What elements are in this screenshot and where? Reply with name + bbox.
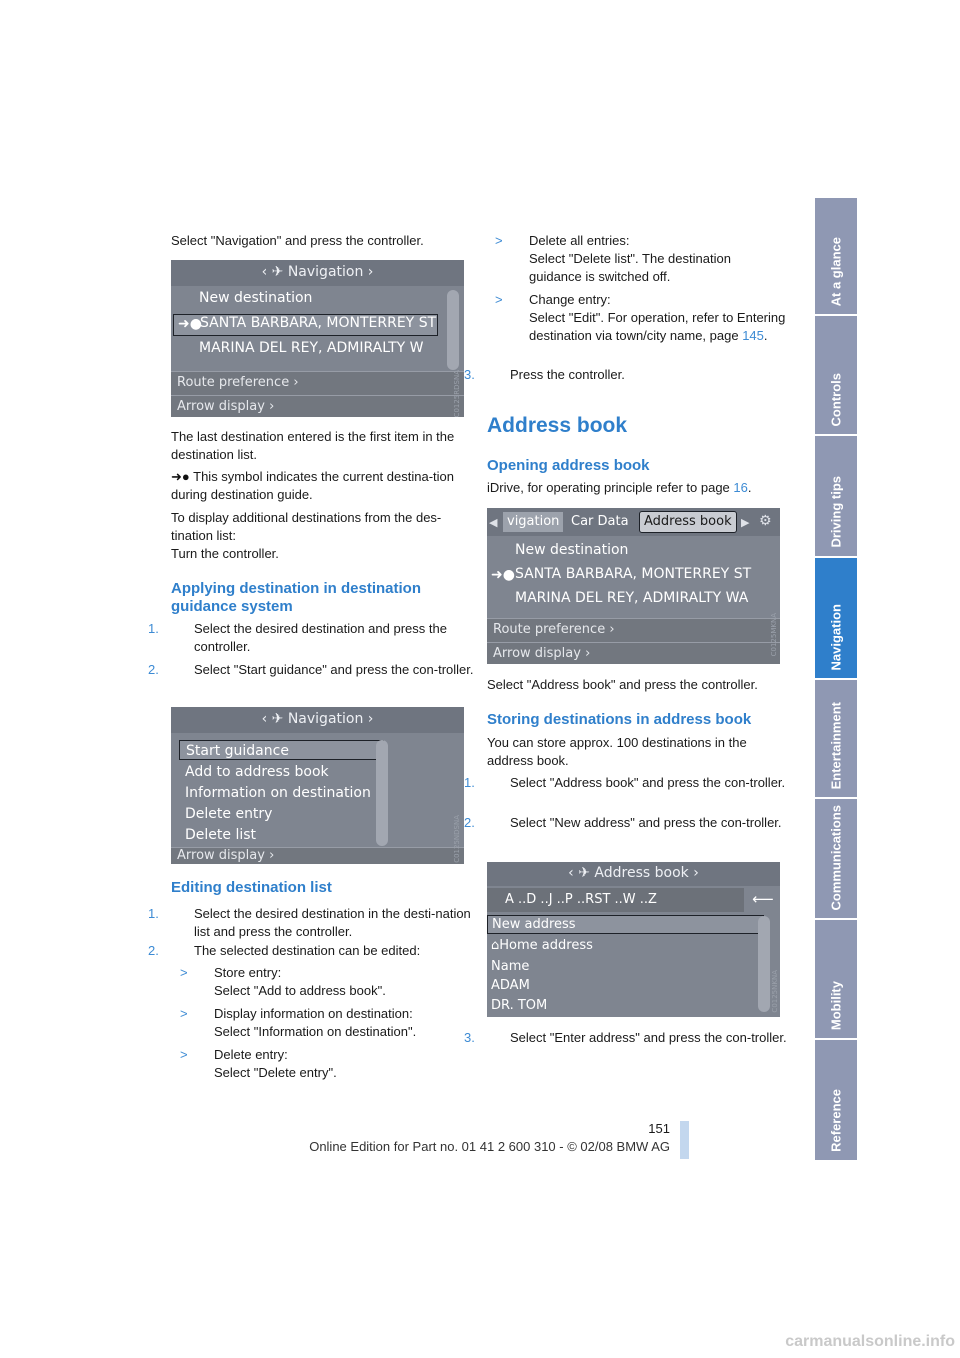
arrow-right-icon[interactable]: ▶	[741, 516, 750, 529]
bullet-marker: >	[180, 1006, 188, 1021]
figure-id: C0125NDSNA	[453, 815, 461, 863]
step-item	[148, 620, 474, 656]
navigation-options-screen	[171, 707, 464, 864]
screen-title: ‹ ✈ Address book ›	[568, 865, 699, 881]
step-text: Select "New address" and press the con-troller.	[510, 815, 782, 830]
heading-opening-address-book: Opening address book	[487, 457, 650, 474]
tab-label: Controls	[828, 372, 844, 426]
menu-entry-adam[interactable]: ADAM	[491, 978, 530, 993]
step-number: 2.	[148, 943, 159, 958]
page-marker	[680, 1121, 689, 1159]
step-number: 1.	[148, 621, 159, 636]
bullet-text: Select "Delete list". The destination guidance is switched off.	[529, 251, 731, 284]
page-number: 151	[648, 1121, 670, 1136]
menu-arrow-display[interactable]: Arrow display ›	[487, 642, 780, 664]
step-number: 3.	[464, 367, 475, 382]
list-item	[495, 232, 787, 286]
menu-route-preference[interactable]: Route preference ›	[487, 618, 780, 642]
tab-reference[interactable]	[815, 1040, 857, 1160]
step-text: Select "Enter address" and press the con-troller.	[510, 1030, 787, 1045]
bullet-title: Store entry:	[214, 965, 282, 980]
row-label: Home address	[499, 938, 593, 953]
step-number: 1.	[148, 906, 159, 921]
paragraph	[487, 479, 787, 497]
menu-new-destination[interactable]: New destination	[515, 542, 629, 558]
step-item	[148, 942, 484, 960]
screen-title: ‹ ✈ Navigation ›	[261, 711, 374, 727]
paragraph: You can store approx. 100 destinations in the address book.	[487, 735, 747, 768]
step-text: Select "Start guidance" and press the con-troller.	[194, 662, 474, 677]
edition-line: Online Edition for Part no. 01 41 2 600 310 - © 02/08 BMW AG	[309, 1139, 670, 1154]
tab-mobility[interactable]	[815, 920, 857, 1038]
menu-entry-dr-tom[interactable]: DR. TOM	[491, 998, 548, 1013]
heading-editing-destination-list: Editing destination list	[171, 879, 332, 896]
tab-label: At a glance	[828, 236, 844, 306]
paragraph: To display additional destinations from the des-tination list:	[171, 510, 442, 543]
tab-driving-tips[interactable]	[815, 436, 857, 556]
bullet-title: Delete all entries:	[529, 233, 630, 248]
menu-new-destination[interactable]: New destination	[199, 290, 313, 306]
bullet-title: Delete entry:	[214, 1047, 288, 1062]
list-item	[180, 1046, 467, 1082]
list-item	[495, 291, 787, 345]
home-icon: ⌂	[491, 938, 500, 953]
edit-options-list	[180, 964, 467, 1082]
step-item	[464, 814, 800, 832]
step-item	[464, 774, 800, 792]
alphabet-selector[interactable]: A ..D ..J ..P ..RST ..W ..Z	[487, 888, 744, 912]
tab-label: Reference	[828, 1089, 844, 1152]
menu-destination-1[interactable]	[491, 566, 754, 588]
step-item	[148, 661, 474, 679]
tab-navigation[interactable]	[815, 558, 857, 678]
edit-options-list-continued	[495, 232, 787, 345]
menu-arrow-display[interactable]: Arrow display ›	[171, 395, 464, 417]
bullet-text: Select "Add to address book".	[214, 983, 386, 998]
menu-information-on-destination[interactable]: Information on destination	[185, 785, 371, 801]
current-destination-icon: ➜●	[171, 469, 190, 484]
tab-controls[interactable]	[815, 316, 857, 434]
bullet-text: Select "Edit". For operation, refer to Entering destination via town/city name, page	[529, 310, 786, 343]
bullet-marker: >	[180, 965, 188, 980]
page-link[interactable]: 145	[742, 328, 764, 343]
bullet-marker: >	[180, 1047, 188, 1062]
tab-communications[interactable]	[815, 799, 857, 918]
menu-delete-list[interactable]: Delete list	[185, 827, 257, 843]
bullet-marker: >	[495, 292, 503, 307]
paragraph: Turn the controller.	[171, 546, 279, 561]
list-item	[180, 1005, 467, 1041]
step-item	[148, 905, 484, 941]
current-destination-icon: ➜●	[178, 316, 202, 332]
text: .	[747, 480, 752, 495]
tab-navigation-screen[interactable]: vigation	[503, 512, 563, 532]
symbol-paragraph	[171, 468, 466, 504]
step-number: 3.	[464, 1030, 475, 1045]
menu-destination-2[interactable]: MARINA DEL REY, ADMIRALTY WA	[515, 590, 749, 606]
bullet-title: Display information on destination:	[214, 1006, 413, 1021]
bullet-text: Select "Delete entry".	[214, 1065, 337, 1080]
row-label: SANTA BARBARA, MONTERREY ST	[515, 566, 752, 582]
tab-label: Communications	[828, 804, 844, 910]
screen-title: ‹ ✈ Navigation ›	[261, 264, 374, 280]
figure-id: C0125MKNA	[770, 613, 778, 657]
text: iDrive, for operating principle refer to page	[487, 480, 734, 495]
step-item	[464, 366, 800, 384]
menu-name[interactable]: Name	[491, 959, 530, 974]
text: This symbol indicates the current destina-tion during destination guide.	[171, 469, 454, 502]
figure-id: C0125NKNA	[771, 970, 779, 1013]
tab-at-a-glance[interactable]	[815, 198, 857, 314]
step-text: Select the desired destination and press the controller.	[194, 621, 447, 654]
figure-id: C0125RDSNA	[453, 370, 461, 417]
menu-arrow-display[interactable]: Arrow display ›	[171, 847, 464, 864]
menu-destination-2[interactable]: MARINA DEL REY, ADMIRALTY W	[199, 340, 424, 356]
current-destination-icon: ➜●	[491, 567, 515, 583]
menu-delete-entry[interactable]: Delete entry	[185, 806, 273, 822]
row-label: SANTA BARBARA, MONTERREY ST	[200, 315, 437, 331]
step-text: Select the desired destination in the desti-nation list and press the controller.	[194, 906, 471, 939]
menu-start-guidance[interactable]: Start guidance	[179, 740, 384, 760]
step-text: Select "Address book" and press the con-troller.	[510, 775, 786, 790]
step-text: Press the controller.	[510, 367, 625, 382]
paragraph: The last destination entered is the first item in the destination list.	[171, 429, 455, 462]
navigation-screen	[171, 260, 464, 417]
tab-label: Navigation	[828, 603, 844, 670]
menu-new-address[interactable]: New address	[487, 915, 764, 934]
settings-icon[interactable]: ⚙	[759, 513, 772, 529]
scrollbar[interactable]	[758, 916, 770, 1012]
menu-add-to-address-book[interactable]: Add to address book	[185, 764, 329, 780]
arrow-left-icon[interactable]: ◀	[489, 516, 498, 529]
bullet-text: Select "Information on destination".	[214, 1024, 417, 1039]
tab-label: Mobility	[828, 980, 844, 1030]
scrollbar[interactable]	[376, 740, 388, 846]
heading-address-book: Address book	[487, 414, 628, 437]
step-number: 1.	[464, 775, 475, 790]
scrollbar[interactable]	[447, 290, 459, 370]
bullet-marker: >	[495, 233, 503, 248]
heading-applying-destination: Applying destination in destination guidance system	[171, 580, 421, 615]
heading-storing-destinations: Storing destinations in address book	[487, 711, 752, 728]
tab-address-book[interactable]: Address book	[639, 511, 737, 533]
address-book-screen	[487, 862, 780, 1017]
menu-destination-1[interactable]	[173, 314, 438, 336]
step-number: 2.	[464, 815, 475, 830]
menu-route-preference[interactable]: Route preference ›	[171, 371, 464, 395]
tab-label: Entertainment	[828, 701, 844, 789]
tab-entertainment[interactable]	[815, 680, 857, 797]
step-item	[464, 1029, 800, 1047]
watermark: carmanualsonline.info	[785, 1333, 955, 1350]
step-number: 2.	[148, 662, 159, 677]
bullet-title: Change entry:	[529, 292, 611, 307]
step-text: The selected destination can be edited:	[194, 943, 421, 958]
address-book-tab-screen	[487, 508, 780, 664]
menu-home-address[interactable]	[491, 936, 754, 956]
tab-car-data[interactable]: Car Data	[571, 514, 629, 529]
tab-label: Driving tips	[828, 476, 844, 548]
list-item	[180, 964, 467, 1000]
page-link[interactable]: 16	[733, 480, 748, 495]
text: .	[763, 328, 768, 343]
paragraph: Select "Address book" and press the controller.	[487, 677, 758, 692]
intro-text: Select "Navigation" and press the controller.	[171, 233, 424, 248]
back-arrow-icon[interactable]: ⟵	[752, 890, 774, 908]
